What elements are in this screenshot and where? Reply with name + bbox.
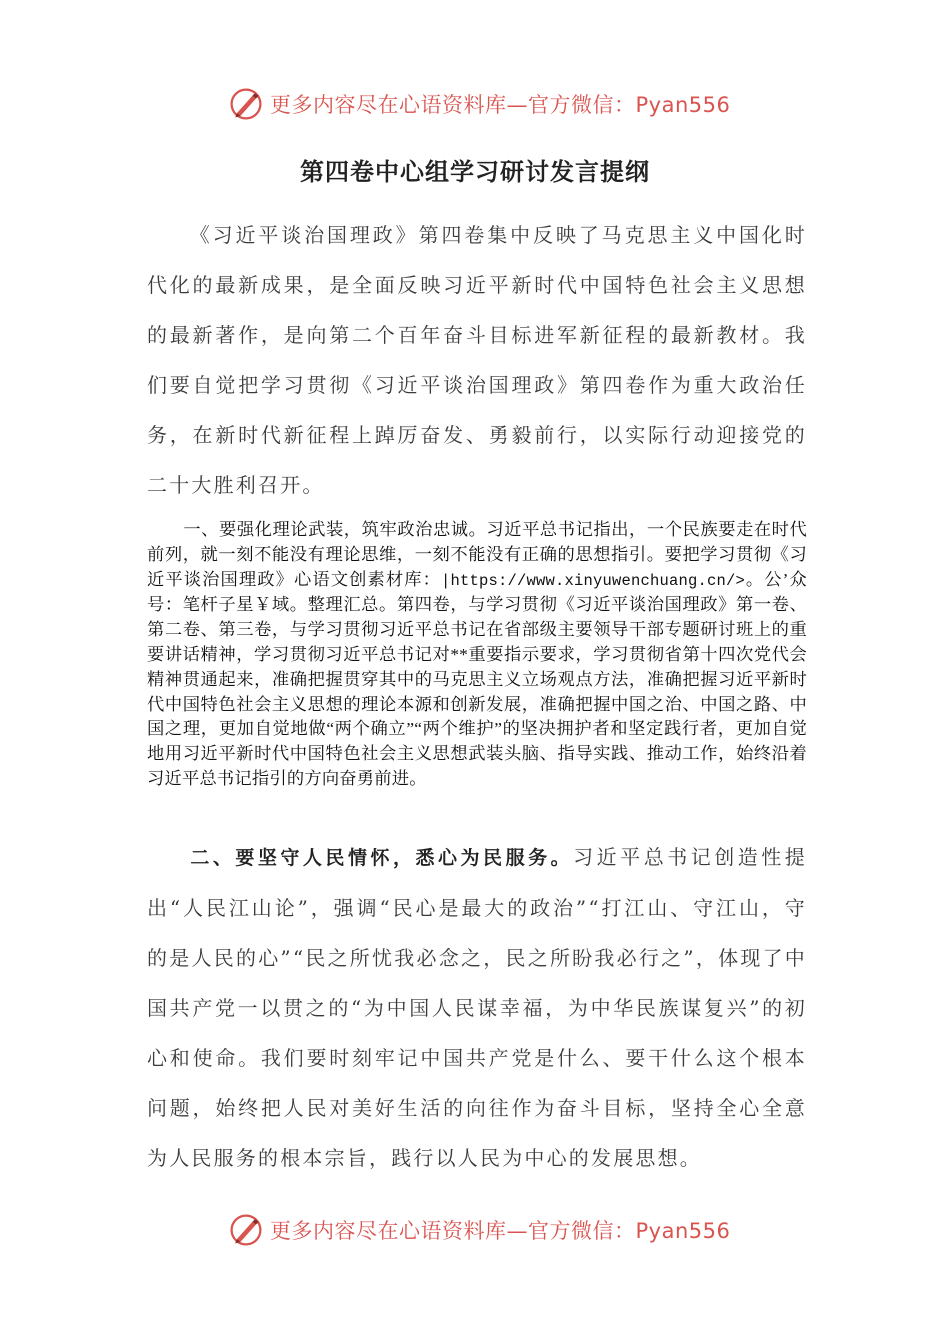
- section1-text-a: 一、要强化理论武装，筑牢政治忠诚。习近平总书记指出，一个民族要走在时代前列，就一刻不能没有理论思维，一刻不能没有正确的思想指引。要把学习贯彻《习近平谈治国理政》心语文创素材库：: [147, 520, 807, 589]
- page-title: 第四卷中心组学习研讨发言提纲: [300, 158, 650, 186]
- section2-paragraph: [147, 832, 807, 1183]
- section2-heading: 二、要坚守人民情怀，悉心为民服务。: [189, 847, 574, 869]
- intro-paragraph: [147, 210, 807, 510]
- pen-logo-icon: [228, 1212, 264, 1248]
- banner-text: 更多内容尽在心语资料库—官方微信：Pyan556: [270, 1219, 731, 1243]
- pen-logo-icon: [228, 86, 264, 122]
- section2-text: 习近平总书记创造性提出“人民江山论”，强调“民心是最大的政治”“打江山、守江山，守的是人民的心”“民之所忧我必念之，民之所盼我必行之”，体现了中国共产党一以贯之的“为中国人民谋幸福，为中华民族谋复兴”的初心和使命。我们要时刻牢记中国共产党是什么、要干什么这个根本问题，始终把人民对美好生活的向往作为奋斗目标，坚持全心全意为人民服务的根本宗旨，践行以人民为中心的发展思想。: [147, 845, 808, 1170]
- header-watermark-banner: [228, 84, 748, 124]
- footer-watermark-banner: [228, 1210, 748, 1250]
- section1-link: |https://www.xinyuwenchuang.cn/>: [440, 571, 746, 590]
- section1-text-b: 。公’众号：笔杆子星￥域。整理汇总。第四卷，与学习贯彻《习近平谈治国理政》第一卷、第二卷、第三卷，与学习贯彻习近平总书记在省部级主要领导干部专题研讨班上的重要讲话精神，学习贯彻习近平总书记对**重要指示要求，学习贯彻省第十四次党代会精神贯通起来，准确把握贯穿其中的马克思主义立场观点方法，准确把握习近平新时代中国特色社会主义思想的理论本源和创新发展，准确把握中国之治、中国之路、中国之理，更加自觉地做“两个确立”“两个维护”的坚决拥护者和坚定践行者，更加自觉地用习近平新时代中国特色社会主义思想武装头脑、指导实践、推动工作，始终沿着习近平总书记指引的方向奋勇前进。: [147, 569, 807, 788]
- intro-text: 《习近平谈治国理政》第四卷集中反映了马克思主义中国化时代化的最新成果，是全面反映习近平新时代中国特色社会主义思想的最新著作，是向第二个百年奋斗目标进军新征程的最新教材。我们要自觉把学习贯彻《习近平谈治国理政》第四卷作为重大政治任务，在新时代新征程上踔厉奋发、勇毅前行，以实际行动迎接党的二十大胜利召开。: [147, 223, 807, 497]
- section1-paragraph: [147, 518, 807, 792]
- banner-text: 更多内容尽在心语资料库—官方微信：Pyan556: [270, 93, 731, 117]
